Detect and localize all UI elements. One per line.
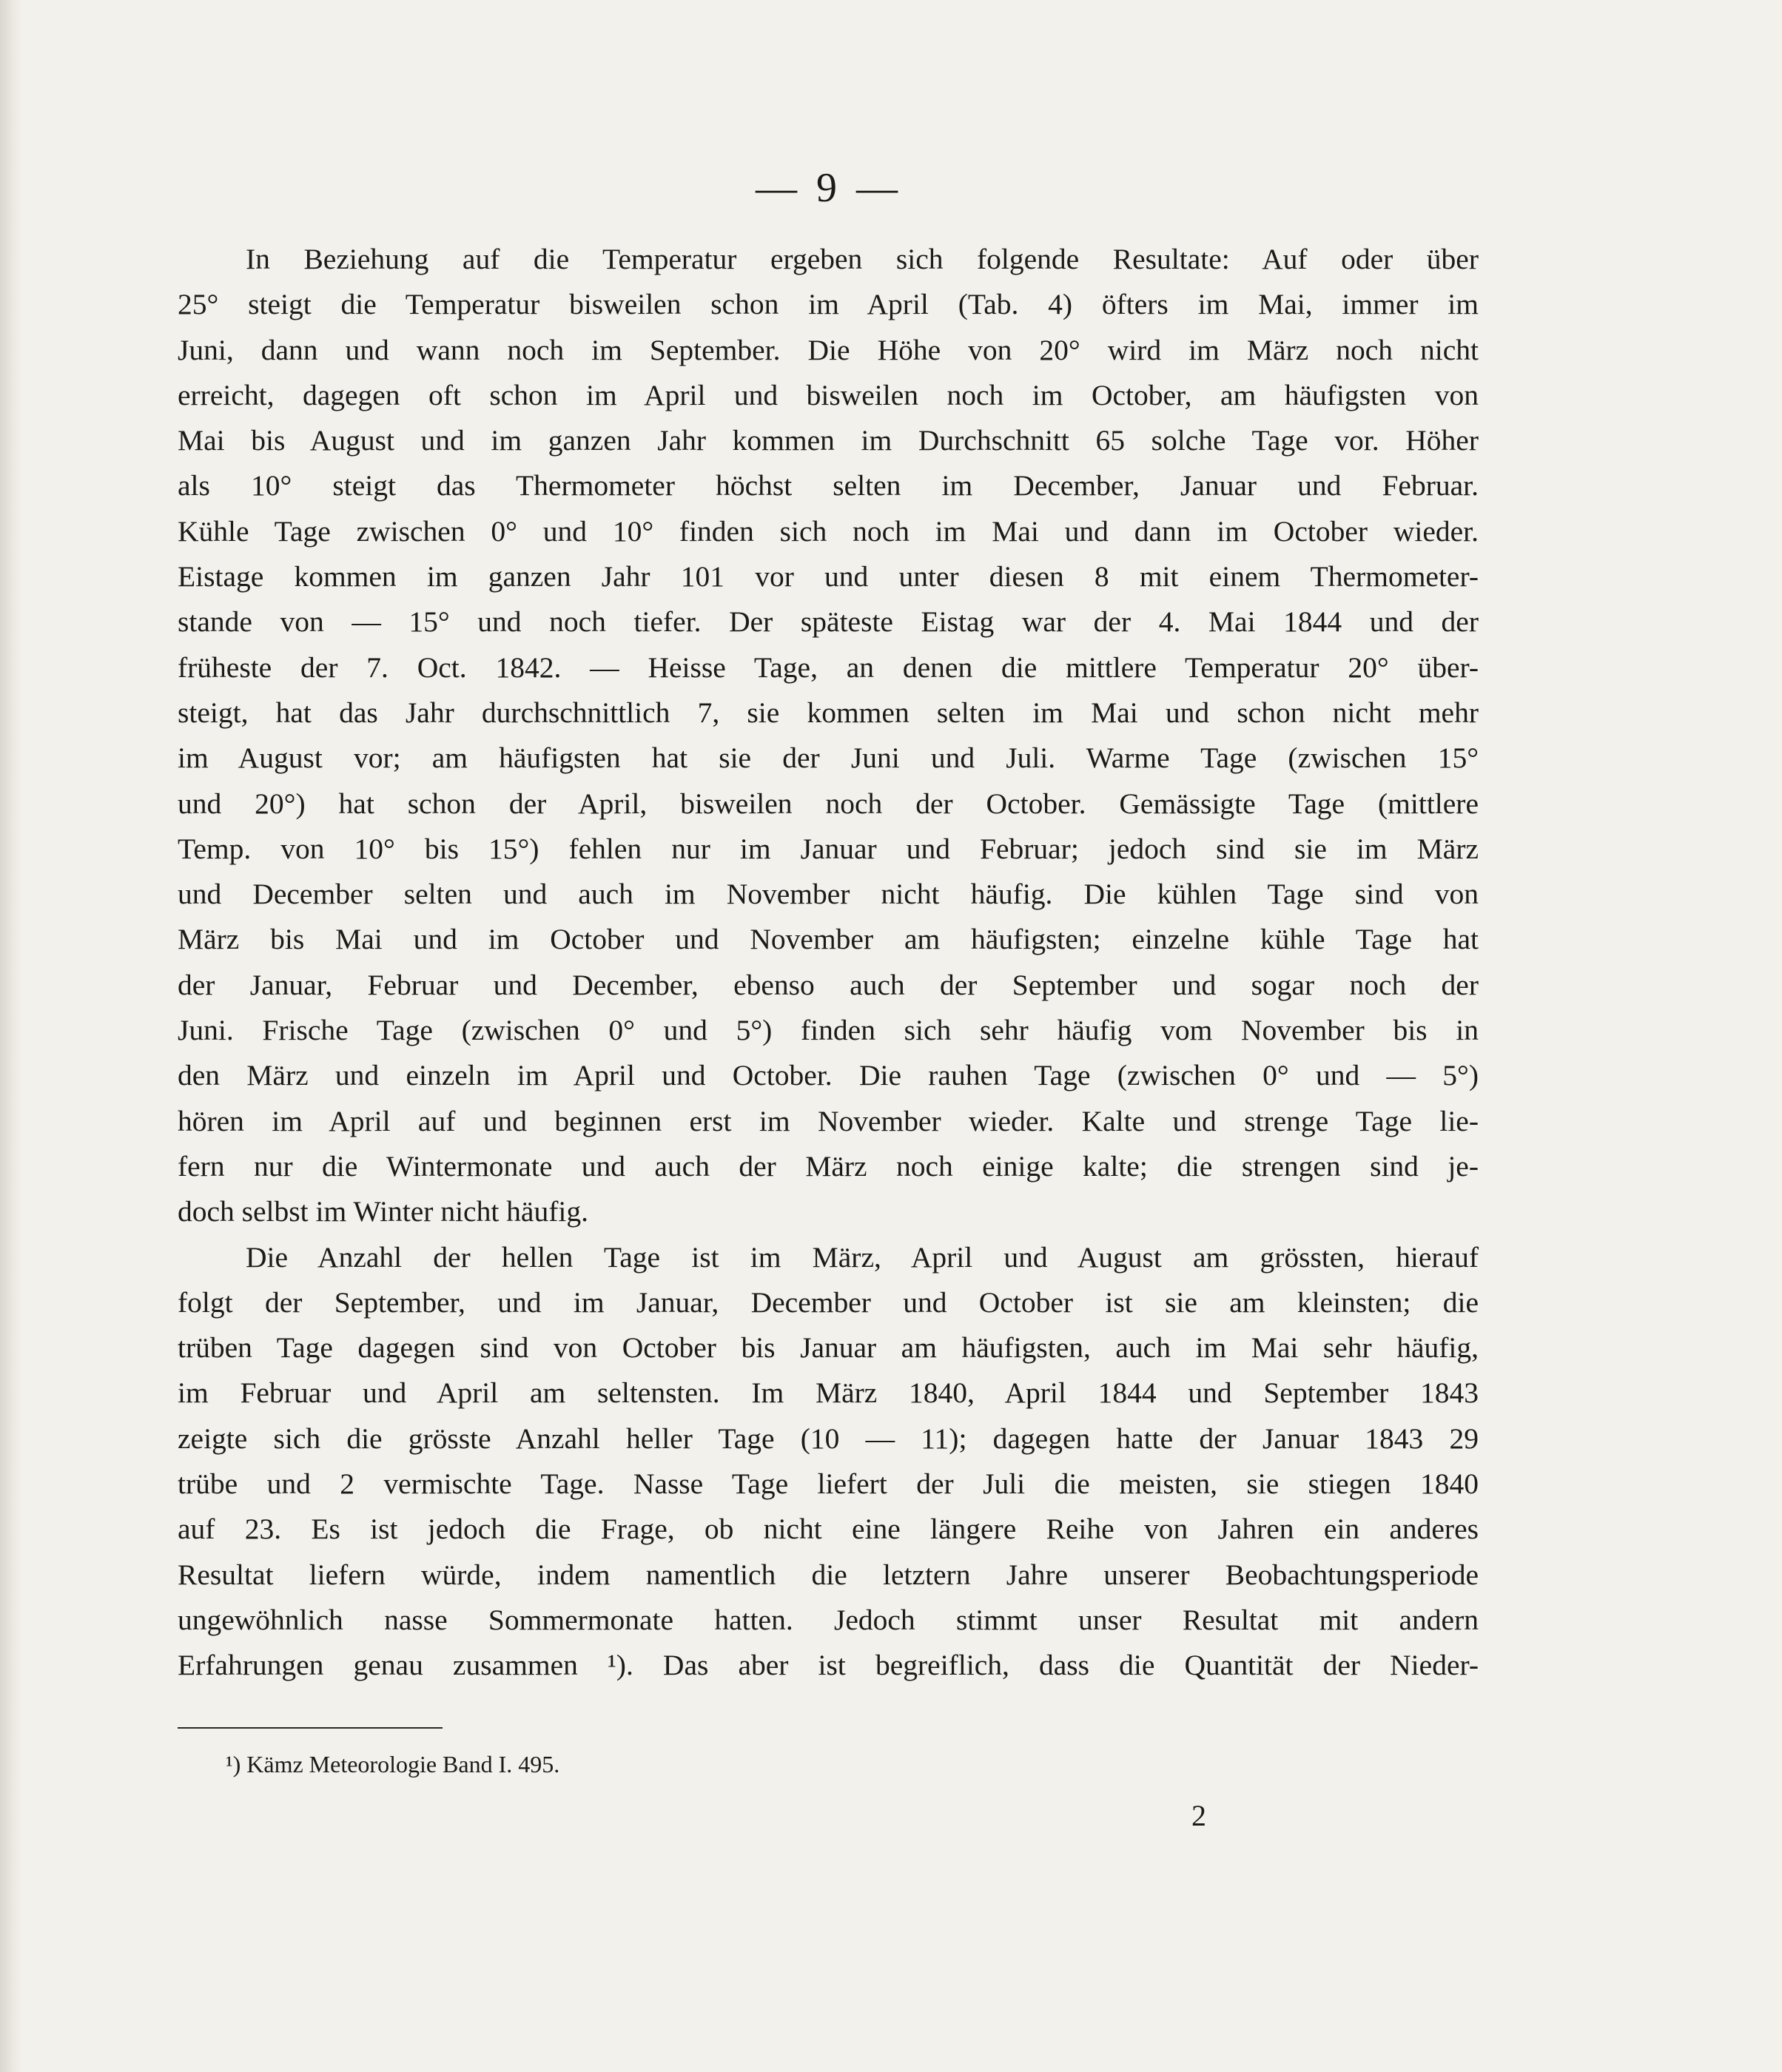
text-line: Resultat liefern würde, indem namentlich die letztern Jahre unserer Beobachtungsperiode: [178, 1558, 1479, 1591]
footnote: ¹) Kämz Meteorologie Band I. 495.: [226, 1751, 560, 1777]
text-line: Erfahrungen genau zusammen ¹). Das aber ist begreiflich, dass die Quantität der Nieder-: [178, 1649, 1479, 1682]
text-line: In Beziehung auf die Temperatur ergeben sich folgende Resultate: Auf oder über: [246, 243, 1479, 275]
text-line: früheste der 7. Oct. 1842. — Heisse Tage, an denen die mittlere Temperatur 20° über-: [178, 650, 1479, 684]
text-line: trübe und 2 vermischte Tage. Nasse Tage liefert der Juli die meisten, sie stiegen 1840: [178, 1467, 1479, 1501]
text-line: zeigte sich die grösste Anzahl heller Tage (10 — 11); dagegen hatte der Januar 1843 29: [178, 1422, 1479, 1455]
text-line: Juni, dann und wann noch im September. Die Höhe von 20° wird im März noch nicht: [178, 333, 1479, 366]
page-number: — 9 —: [756, 165, 902, 211]
text-line: im August vor; am häufigsten hat sie der Juni und Juli. Warme Tage (zwischen 15°: [178, 741, 1479, 775]
text-line: Die Anzahl der hellen Tage ist im März, April und August am grössten, hierauf: [246, 1240, 1479, 1274]
text-line: 25° steigt die Temperatur bisweilen schon im April (Tab. 4) öfters im Mai, immer im: [178, 288, 1479, 321]
signature-mark: 2: [1191, 1799, 1206, 1832]
text-line: hören im April auf und beginnen erst im November wieder. Kalte und strenge Tage lie-: [178, 1104, 1479, 1137]
text-line: auf 23. Es ist jedoch die Frage, ob nicht eine längere Reihe von Jahren ein anderes: [178, 1513, 1479, 1546]
text-line: der Januar, Februar und December, ebenso auch der September und sogar noch der: [178, 968, 1479, 1001]
text-line: erreicht, dagegen oft schon im April und bisweilen noch im October, am häufigsten von: [178, 378, 1479, 411]
text-line: Mai bis August und im ganzen Jahr kommen im Durchschnitt 65 solche Tage vor. Höher: [178, 424, 1479, 457]
text-line: März bis Mai und im October und November am häufigsten; einzelne kühle Tage hat: [178, 923, 1479, 956]
text-line: im Februar und April am seltensten. Im März 1840, April 1844 und September 1843: [178, 1376, 1479, 1410]
text-line: Juni. Frische Tage (zwischen 0° und 5°) finden sich sehr häufig vom November bis in: [178, 1014, 1479, 1047]
text-line: als 10° steigt das Thermometer höchst selten im December, Januar und Februar.: [178, 469, 1479, 502]
text-line: steigt, hat das Jahr durchschnittlich 7, sie kommen selten im Mai und schon nicht mehr: [178, 696, 1479, 729]
text-line: Kühle Tage zwischen 0° und 10° finden sich noch im Mai und dann im October wieder.: [178, 514, 1479, 548]
text-line: Eistage kommen im ganzen Jahr 101 vor und unter diesen 8 mit einem Thermometer-: [178, 560, 1479, 593]
text-line: doch selbst im Winter nicht häufig.: [178, 1195, 588, 1228]
body-text: [178, 237, 1479, 1689]
text-line: folgt der September, und im Januar, December und October ist sie am kleinsten; die: [178, 1285, 1479, 1319]
text-line: den März und einzeln im April und October. Die rauhen Tage (zwischen 0° und — 5°): [178, 1059, 1479, 1092]
text-line: Temp. von 10° bis 15°) fehlen nur im Januar und Februar; jedoch sind sie im März: [178, 832, 1479, 865]
text-line: fern nur die Wintermonate und auch der März noch einige kalte; die strengen sind je-: [178, 1149, 1479, 1183]
text-line: trüben Tage dagegen sind von October bis Januar am häufigsten, auch im Mai sehr häufig,: [178, 1331, 1479, 1365]
text-line: ungewöhnlich nasse Sommermonate hatten. Jedoch stimmt unser Resultat mit andern: [178, 1603, 1479, 1636]
text-line: stande von — 15° und noch tiefer. Der späteste Eistag war der 4. Mai 1844 und der: [178, 605, 1479, 639]
footnote-rule: [178, 1727, 443, 1729]
binding-edge: [0, 0, 22, 2072]
text-line: und 20°) hat schon der April, bisweilen noch der October. Gemässigte Tage (mittlere: [178, 787, 1479, 820]
text-line: und December selten und auch im November nicht häufig. Die kühlen Tage sind von: [178, 878, 1479, 911]
